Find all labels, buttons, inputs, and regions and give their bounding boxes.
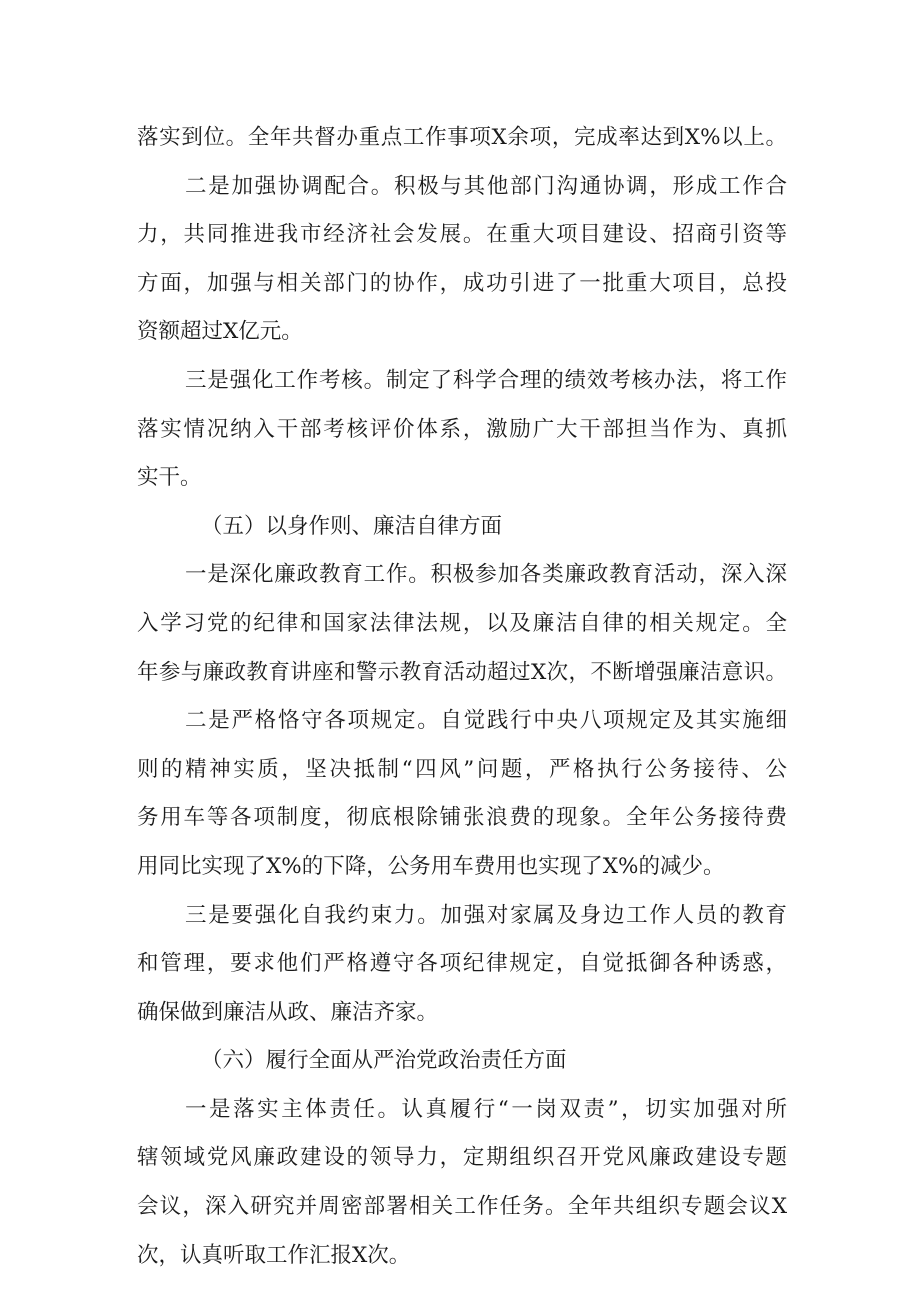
text-line: 用同比实现了X%的下降，公务用车费用也实现了X%的减少。 (137, 853, 725, 879)
text-line: 资额超过X亿元。 (137, 319, 303, 345)
document-body (137, 114, 787, 1280)
text-line: 年参与廉政教育讲座和警示教育活动超过X次，不断增强廉洁意识。 (137, 659, 787, 685)
paragraph-start-line: 一是深化廉政教育工作。积极参加各类廉政教育活动，深入深 (185, 562, 787, 588)
text-line: 务用车等各项制度，彻底根除铺张浪费的现象。全年公务接待费 (137, 805, 787, 831)
text-line: 落实情况纳入干部考核评价体系，激励广大干部担当作为、真抓 (137, 416, 787, 442)
text-line: 会议，深入研究并周密部署相关工作任务。全年共组织专题会议X (137, 1194, 787, 1220)
text-line: 和管理，要求他们严格遵守各项纪律规定，自觉抵御各种诱惑， (137, 951, 787, 977)
paragraph-start-line: 三是要强化自我约束力。加强对家属及身边工作人员的教育 (185, 902, 787, 928)
text-line: 则的精神实质，坚决抵制“四风”问题，严格执行公务接待、公 (137, 756, 787, 782)
text-line: 力，共同推进我市经济社会发展。在重大项目建设、招商引资等 (137, 222, 787, 248)
text-line: 入学习党的纪律和国家法律法规，以及廉洁自律的相关规定。全 (137, 610, 787, 636)
text-line: 方面，加强与相关部门的协作，成功引进了一批重大项目，总投 (137, 270, 787, 296)
section-heading: （五）以身作则、廉洁自律方面 (201, 513, 503, 539)
text-line: 次，认真听取工作汇报X次。 (137, 1242, 411, 1268)
text-line: 实干。 (137, 465, 202, 491)
paragraph-start-line: 二是加强协调配合。积极与其他部门沟通协调，形成工作合 (185, 173, 787, 199)
paragraph-start-line: 三是强化工作考核。制定了科学合理的绩效考核办法，将工作 (185, 367, 787, 393)
text-line: 辖领域党风廉政建设的领导力，定期组织召开党风廉政建设专题 (137, 1145, 787, 1171)
paragraph-start-line: 一是落实主体责任。认真履行“一岗双责”，切实加强对所 (185, 1096, 787, 1122)
paragraph-start-line: 二是严格恪守各项规定。自觉践行中央八项规定及其实施细 (185, 708, 787, 734)
section-heading: （六）履行全面从严治党政治责任方面 (201, 1048, 567, 1074)
text-line: 落实到位。全年共督办重点工作事项X余项，完成率达到X%以上。 (137, 125, 787, 150)
text-line: 确保做到廉洁从政、廉洁齐家。 (137, 999, 439, 1025)
